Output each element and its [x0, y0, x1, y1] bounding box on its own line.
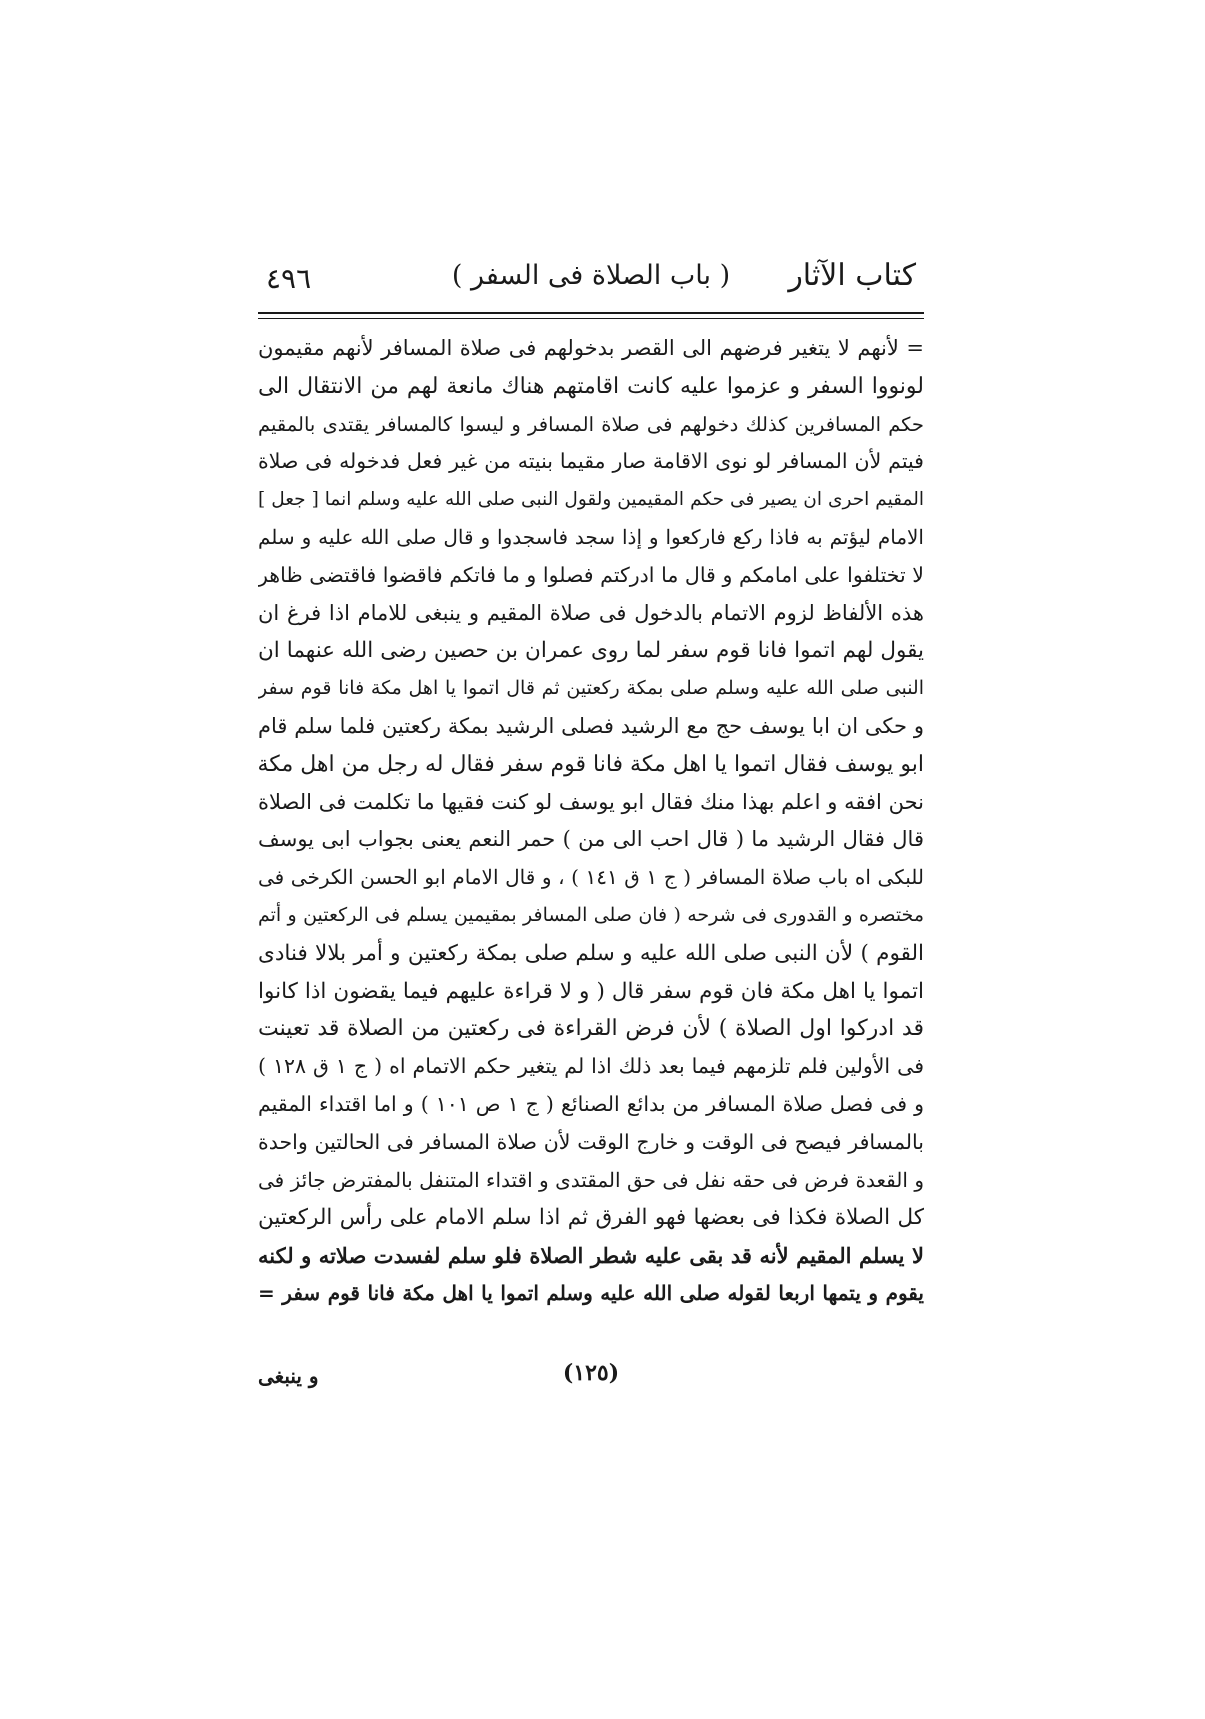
header-rule-thick [258, 312, 924, 314]
text-line: ابو يوسف فقال اتموا يا اهل مكة فانا قوم سفر فقال له رجل من اهل مكة [258, 751, 924, 777]
text-line: كل الصلاة فكذا فى بعضها فهو الفرق ثم اذا سلم الامام على رأس الركعتين [258, 1205, 924, 1231]
text-line: مختصره و القدورى فى شرحه ( فان صلى المسافر بمقيمين يسلم فى الركعتين و أتم [258, 903, 924, 926]
page-number: ٤٩٦ [266, 262, 312, 295]
text-line: نحن افقه و اعلم بهذا منك فقال ابو يوسف لو كنت فقيها ما تكلمت فى الصلاة [258, 789, 924, 814]
text-line: فيتم لأن المسافر لو نوى الاقامة صار مقيما بنيته من غير فعل فدخوله فى صلاة [258, 449, 924, 474]
text-line: يقوم و يتمها اربعا لقوله صلى الله عليه وسلم اتموا يا اهل مكة فانا قوم سفر = [258, 1280, 924, 1305]
page-header [258, 258, 924, 310]
text-line: القوم ) لأن النبى صلى الله عليه و سلم صلى بمكة ركعتين و أمر بلالا فنادى [258, 940, 924, 966]
text-line: قال فقال الرشيد ما ( قال احب الى من ) حمر النعم يعنى بجواب ابى يوسف [258, 827, 924, 852]
text-line: يقول لهم اتموا فانا قوم سفر لما روى عمران بن حصين رضى الله عنهما ان [258, 638, 924, 664]
text-line: النبى صلى الله عليه وسلم صلى بمكة ركعتين ثم قال اتموا يا اهل مكة فانا قوم سفر [258, 677, 924, 700]
text-line: لا يسلم المقيم لأنه قد بقى عليه شطر الصلاة فلو سلم لفسدت صلاته و لكنه [258, 1243, 924, 1269]
text-line: قد ادركوا اول الصلاة ) لأن فرض القراءة فى ركعتين من الصلاة قد تعينت [258, 1016, 924, 1042]
header-rule-thin [258, 318, 924, 319]
text-line: اتموا يا اهل مكة فان قوم سفر قال ( و لا قراءة عليهم فيما يقضون اذا كانوا [258, 978, 924, 1004]
body-text [258, 330, 924, 1313]
text-line: للبكى اه باب صلاة المسافر ( ج ١ ق ١٤١ ) ، و قال الامام ابو الحسن الكرخى فى [258, 865, 924, 890]
text-line: هذه الألفاظ لزوم الاتمام بالدخول فى صلاة المقيم و ينبغى للامام اذا فرغ ان [258, 600, 924, 625]
text-line: و فى فصل صلاة المسافر من بدائع الصنائع ( ج ١ ص ١٠١ ) و اما اقتداء المقيم [258, 1091, 924, 1116]
text-line: فى الأولين فلم تلزمهم فيما بعد ذلك اذا لم يتغير حكم الاتمام اه ( ج ١ ق ١٢٨ ) [258, 1054, 924, 1079]
page-footer [258, 1360, 924, 1400]
text-line: و القعدة فرض فى حقه نفل فى حق المقتدى و اقتداء المتنفل بالمفترض جائز فى [258, 1167, 924, 1192]
text-line: حكم المسافرين كذلك دخولهم فى صلاة المسافر و ليسوا كالمسافر يقتدى بالمقيم [258, 412, 924, 436]
text-line: بالمسافر فيصح فى الوقت و خارج الوقت لأن صلاة المسافر فى الحالتين واحدة [258, 1129, 924, 1154]
text-line: = لأنهم لا يتغير فرضهم الى القصر بدخولهم فى صلاة المسافر لأنهم مقيمون [258, 336, 924, 360]
text-line: المقيم احرى ان يصير فى حكم المقيمين ولقول النبى صلى الله عليه وسلم انما [ جعل ] [258, 489, 924, 511]
text-line: لونووا السفر و عزموا عليه كانت اقامتهم هناك مانعة لهم من الانتقال الى [258, 373, 924, 399]
text-line: الامام ليؤتم به فاذا ركع فاركعوا و إذا سجد فاسجدوا و قال صلى الله عليه و سلم [258, 524, 924, 549]
catchword: و ينبغى [258, 1364, 319, 1388]
chapter-title: ( باب الصلاة فى السفر ) [451, 260, 731, 291]
text-line: لا تختلفوا على امامكم و قال ما ادركتم فصلوا و ما فاتكم فاقضوا فاقتضى ظاهر [258, 562, 924, 587]
book-title: كتاب الآثار [788, 258, 916, 293]
folio-number: (١٢٥) [562, 1360, 620, 1386]
text-line: و حكى ان ابا يوسف حج مع الرشيد فصلى الرشيد بمكة ركعتين فلما سلم قام [258, 713, 924, 738]
